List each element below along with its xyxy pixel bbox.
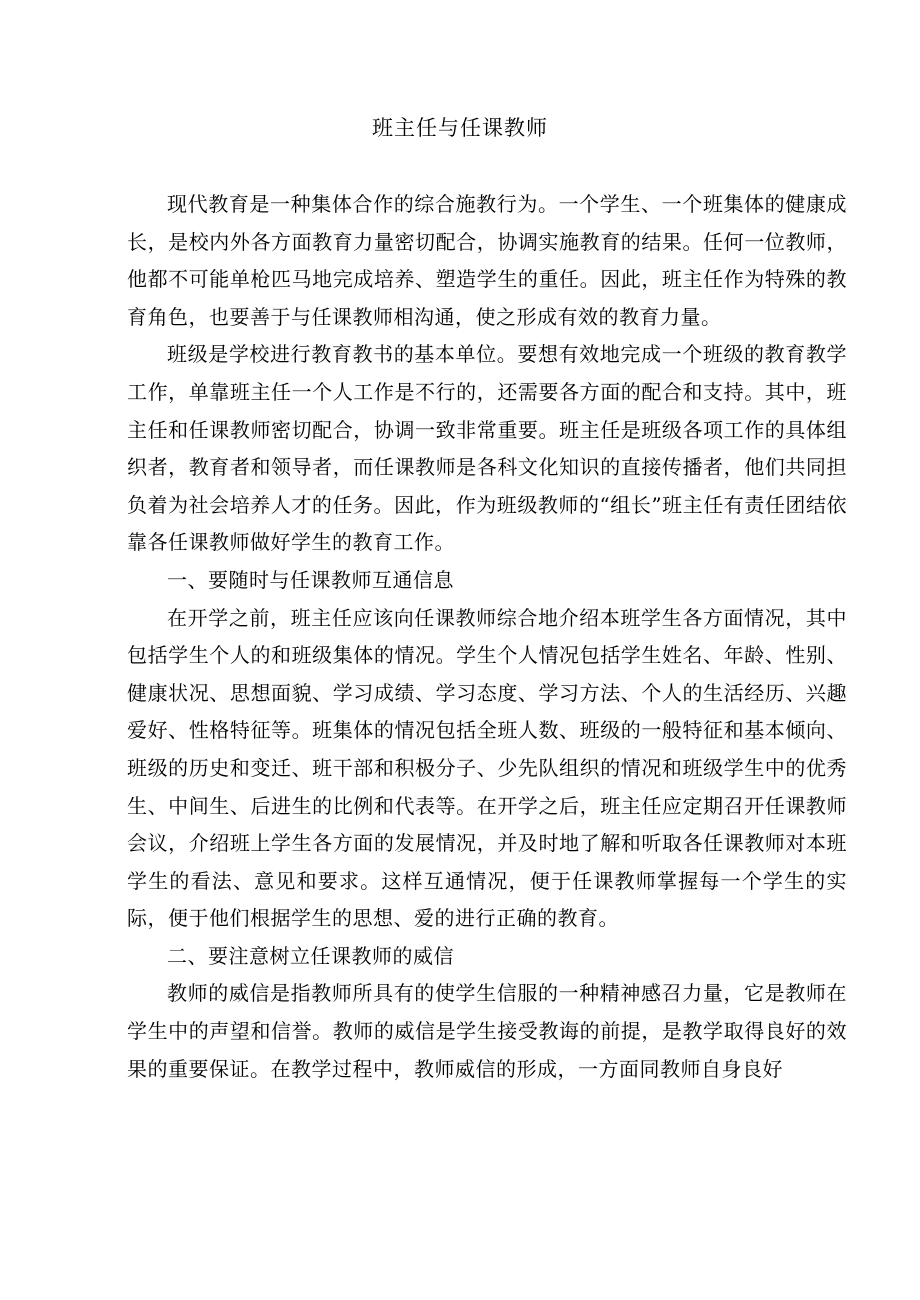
paragraph-class-unit: 班级是学校进行教育教书的基本单位。要想有效地完成一个班级的教育教学工作，单靠班主任一个人工作是不行的，还需要各方面的配合和支持。其中，班主任和任课教师密切配合，协调一致非常重要。班主任是班级各项工作的具体组织者，教育者和领导者，而任课教师是各科文化知识的直接传播者，他们共同担负着为社会培养人才的任务。因此，作为班级教师的“组长”班主任有责任团结依靠各任课教师做好学生的教育工作。 [127,342,847,555]
section-heading-1: 一、要随时与任课教师互通信息 [167,567,454,592]
paragraph-intro: 现代教育是一种集体合作的综合施教行为。一个学生、一个班集体的健康成长，是校内外各方面教育力量密切配合，协调实施教育的结果。任何一位教师，他都不可能单枪匹马地完成培养、塑造学生的重任。因此，班主任作为特殊的教育角色，也要善于与任课教师相沟通，使之形成有效的教育力量。 [127,192,847,329]
paragraph-exchange-info: 在开学之前，班主任应该向任课教师综合地介绍本班学生各方面情况，其中包括学生个人的和班级集体的情况。学生个人情况包括学生姓名、年龄、性别、健康状况、思想面貌、学习成绩、学习态度、学习方法、个人的生活经历、兴趣爱好、性格特征等。班集体的情况包括全班人数、班级的一般特征和基本倾向、班级的历史和变迁、班干部和积极分子、少先队组织的情况和班级学生中的优秀生、中间生、后进生的比例和代表等。在开学之后，班主任应定期召开任课教师会议，介绍班上学生各方面的发展情况，并及时地了解和听取各任课教师对本班学生的看法、意见和要求。这样互通情况，便于任课教师掌握每一个学生的实际，便于他们根据学生的思想、爱的进行正确的教育。 [127,605,847,931]
paragraph-teacher-prestige: 教师的威信是指教师所具有的使学生信服的一种精神感召力量，它是教师在学生中的声望和信誉。教师的威信是学生接受教诲的前提，是教学取得良好的效果的重要保证。在教学过程中，教师威信的形成，一方面同教师自身良好 [127,981,847,1081]
document-title: 班主任与任课教师 [372,116,548,140]
section-heading-2: 二、要注意树立任课教师的威信 [167,943,454,968]
document-body [127,186,847,1088]
